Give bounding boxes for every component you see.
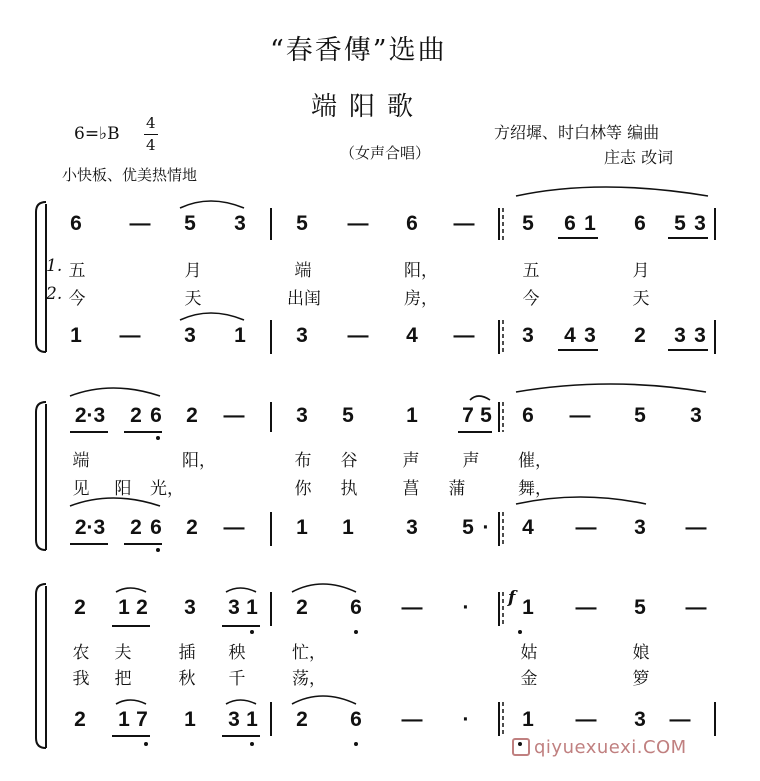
note: — [685, 516, 707, 539]
note: — [347, 212, 369, 235]
lyric: 姑 [520, 643, 538, 663]
lyric: 月 [632, 261, 650, 281]
note: 4 [406, 324, 418, 347]
note: 1 [118, 708, 130, 731]
note: — [129, 212, 151, 235]
note: 2·3 [74, 516, 106, 539]
lyric: 天 [632, 289, 650, 309]
lyricist-credit: 庄志 改词 [604, 148, 674, 167]
note: 3 [674, 324, 686, 347]
note: 6 [564, 212, 576, 235]
lyric: 千 [228, 669, 246, 689]
note: 1 [246, 596, 258, 619]
note: 1 [184, 708, 196, 731]
note: 3 [584, 324, 596, 347]
note: 5 [184, 212, 196, 235]
note: 3 [522, 324, 534, 347]
lyric: 你 [294, 479, 312, 499]
note: — [453, 324, 475, 347]
lyric: 五 [522, 261, 540, 281]
lyric: 荡， [292, 669, 326, 689]
note: 5 [480, 404, 492, 427]
lyric: 秧 [228, 643, 246, 663]
note: 3 [694, 324, 706, 347]
lyric: 蒲 [448, 479, 466, 499]
song-title: 端阳歌 [311, 92, 426, 122]
lyric: 布 [294, 451, 312, 471]
note: 2 [74, 596, 86, 619]
note: 5 [634, 596, 646, 619]
note: 3 [228, 596, 240, 619]
lyric: 天 [184, 289, 202, 309]
note: 2 [136, 596, 148, 619]
note: 2 [186, 516, 198, 539]
lyric: 催， [518, 451, 552, 471]
lyric: 端 [72, 451, 90, 471]
lyric: 阳 [114, 479, 132, 499]
note: 3 [296, 404, 308, 427]
note: 2 [296, 708, 308, 731]
note: 5 [296, 212, 308, 235]
note: 6 [350, 596, 362, 619]
note: — [569, 404, 591, 427]
note: 4 [564, 324, 576, 347]
note: — [575, 516, 597, 539]
lyric: 声 [402, 451, 420, 471]
note: 1 [118, 596, 130, 619]
note: 6 [70, 212, 82, 235]
verse-label: 2. [46, 284, 63, 304]
note: 1 [246, 708, 258, 731]
lyric: 月 [184, 261, 202, 281]
note: 5 [342, 404, 354, 427]
lyric: 金 [520, 669, 538, 689]
note: 4 [522, 516, 534, 539]
note: 2 [130, 516, 142, 539]
note: 1 [70, 324, 82, 347]
note: 2 [186, 404, 198, 427]
note: 5 [522, 212, 534, 235]
lyric: 光， [150, 479, 184, 499]
watermark: qiyuexuexi.COM [534, 737, 687, 758]
note: 3 [296, 324, 308, 347]
lyric: 房， [404, 289, 438, 309]
time-signature-top: 4 [146, 114, 156, 132]
note: 5 [674, 212, 686, 235]
note: — [401, 708, 423, 731]
note: — [575, 708, 597, 731]
lyric: 出闺 [287, 289, 321, 309]
note: 3 [690, 404, 702, 427]
note: — [575, 596, 597, 619]
note: 3 [634, 708, 646, 731]
lyric: 箩 [632, 669, 650, 689]
note: 3 [234, 212, 246, 235]
note: 2·3 [74, 404, 106, 427]
note: 3 [694, 212, 706, 235]
lyric: 今 [522, 289, 540, 309]
verse-label: 1. [46, 256, 63, 276]
lyric: 夫 [114, 643, 132, 663]
lyric: 插 [178, 643, 196, 663]
time-signature-bottom: 4 [146, 136, 156, 154]
dynamic-forte: f [508, 588, 516, 608]
lyric: 把 [114, 669, 132, 689]
note: 7 [462, 404, 474, 427]
tempo-marking: 小快板、优美热情地 [62, 166, 198, 184]
note: 2 [130, 404, 142, 427]
note: 6 [522, 404, 534, 427]
note: — [453, 212, 475, 235]
note: 1 [522, 708, 534, 731]
note: 1 [522, 596, 534, 619]
note: 1 [296, 516, 308, 539]
note: 1 [406, 404, 418, 427]
note: 3 [184, 596, 196, 619]
note: — [223, 404, 245, 427]
lyric: 阳， [404, 261, 438, 281]
note: 1 [234, 324, 246, 347]
lyric: 谷 [340, 451, 358, 471]
note: — [685, 596, 707, 619]
lyric: 见 [72, 479, 90, 499]
note: 1 [342, 516, 354, 539]
note: 2 [74, 708, 86, 731]
performance-note: （女声合唱） [340, 144, 431, 162]
lyric: 端 [294, 261, 312, 281]
watermark-logo-icon [512, 738, 530, 756]
collection-title: “春香傳”选曲 [270, 35, 447, 66]
note: 5 [634, 404, 646, 427]
lyric: 菖 [402, 479, 420, 499]
lyric: 今 [68, 289, 86, 309]
note: 7 [136, 708, 148, 731]
key-signature: 6=♭B [74, 124, 120, 144]
note: — [401, 596, 423, 619]
note: 3 [228, 708, 240, 731]
lyric: 农 [72, 643, 90, 663]
composer-credit: 方绍墀、时白林等 编曲 [494, 123, 660, 142]
lyric: 五 [68, 261, 86, 281]
note: · [462, 596, 470, 619]
note: 6 [150, 404, 162, 427]
note: · [482, 516, 490, 539]
note: · [462, 708, 470, 731]
note: — [347, 324, 369, 347]
note: 3 [634, 516, 646, 539]
lyric: 秋 [178, 669, 196, 689]
note: 3 [406, 516, 418, 539]
lyric: 声 [462, 451, 480, 471]
lyric: 执 [340, 479, 358, 499]
note: 1 [584, 212, 596, 235]
note: 6 [406, 212, 418, 235]
lyric: 娘 [632, 643, 650, 663]
lyric: 阳， [182, 451, 216, 471]
lyric: 我 [72, 669, 90, 689]
lyric: 舞， [518, 479, 552, 499]
note: 6 [150, 516, 162, 539]
note: — [669, 708, 691, 731]
note: 6 [634, 212, 646, 235]
lyric: 忙， [292, 643, 326, 663]
note: 3 [184, 324, 196, 347]
note: 5 [462, 516, 474, 539]
note: 2 [296, 596, 308, 619]
note: 2 [634, 324, 646, 347]
note: — [223, 516, 245, 539]
note: — [119, 324, 141, 347]
note: 6 [350, 708, 362, 731]
